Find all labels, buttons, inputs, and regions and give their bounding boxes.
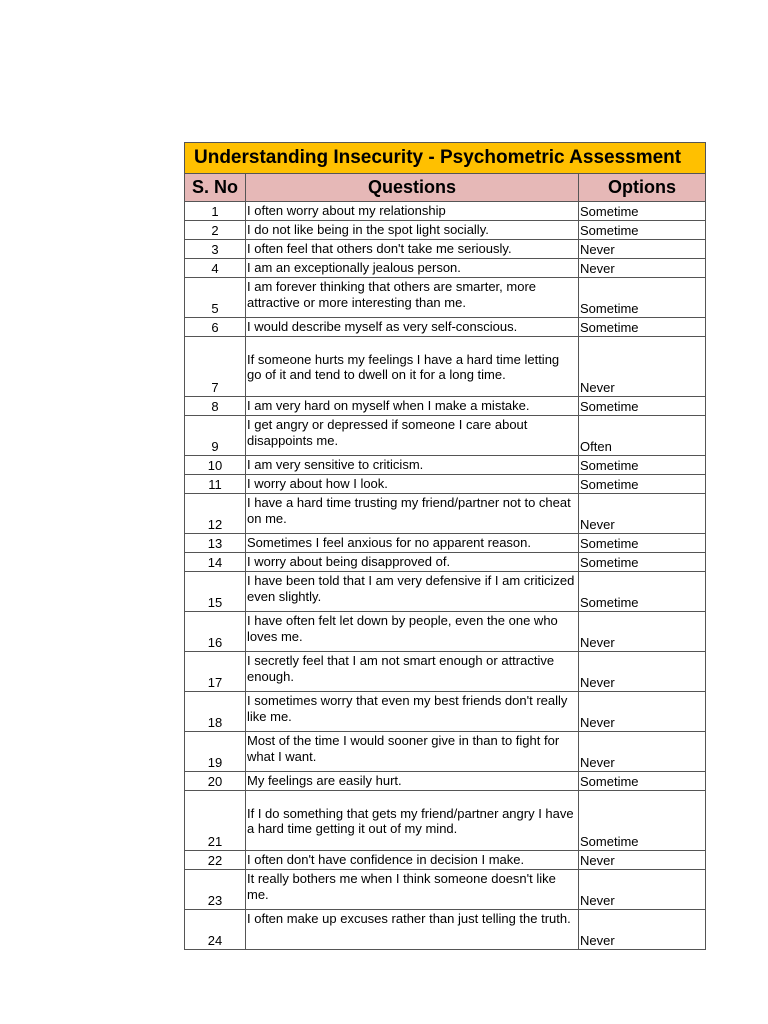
option-cell[interactable]: Sometime [579,534,706,553]
question-cell: I am forever thinking that others are smarter, more attractive or more interesting than me. [246,278,579,318]
serial-number-cell: 17 [185,652,246,692]
question-cell: I do not like being in the spot light socially. [246,221,579,240]
question-cell: It really bothers me when I think someone doesn't like me. [246,870,579,910]
table-row [185,732,706,772]
table-row [185,612,706,652]
sheet-title: Understanding Insecurity - Psychometric Assessment [185,143,706,174]
question-cell: My feelings are easily hurt. [246,772,579,791]
table-row [185,278,706,318]
question-cell: Most of the time I would sooner give in than to fight for what I want. [246,732,579,772]
option-cell[interactable]: Sometime [579,318,706,337]
table-row [185,910,706,950]
question-cell: I often don't have confidence in decision I make. [246,851,579,870]
table-row [185,553,706,572]
serial-number-cell: 11 [185,475,246,494]
serial-number-cell: 16 [185,612,246,652]
table-row [185,534,706,553]
table-row [185,791,706,851]
option-cell[interactable]: Sometime [579,772,706,791]
question-cell: I secretly feel that I am not smart enough or attractive enough. [246,652,579,692]
serial-number-cell: 13 [185,534,246,553]
option-cell[interactable]: Never [579,732,706,772]
table-row [185,572,706,612]
serial-number-cell: 9 [185,416,246,456]
serial-number-cell: 10 [185,456,246,475]
option-cell[interactable]: Never [579,910,706,950]
table-row [185,475,706,494]
title-row [185,143,706,174]
table-row [185,202,706,221]
question-cell: I often make up excuses rather than just telling the truth. [246,910,579,950]
serial-number-cell: 24 [185,910,246,950]
table-row [185,851,706,870]
option-cell[interactable]: Sometime [579,278,706,318]
serial-number-cell: 7 [185,337,246,397]
serial-number-cell: 21 [185,791,246,851]
serial-number-cell: 23 [185,870,246,910]
option-cell[interactable]: Sometime [579,791,706,851]
table-row [185,870,706,910]
question-cell: If I do something that gets my friend/partner angry I have a hard time getting it out of my mind. [246,791,579,851]
question-cell: Sometimes I feel anxious for no apparent reason. [246,534,579,553]
question-cell: If someone hurts my feelings I have a hard time letting go of it and tend to dwell on it for a long time. [246,337,579,397]
option-cell[interactable]: Never [579,870,706,910]
assessment-sheet [184,142,705,950]
column-header-options: Options [579,174,706,202]
option-cell[interactable]: Never [579,337,706,397]
question-cell: I am an exceptionally jealous person. [246,259,579,278]
serial-number-cell: 15 [185,572,246,612]
serial-number-cell: 2 [185,221,246,240]
table-row [185,416,706,456]
option-cell[interactable]: Never [579,692,706,732]
question-cell: I often worry about my relationship [246,202,579,221]
question-rows [185,202,706,950]
question-cell: I would describe myself as very self-conscious. [246,318,579,337]
option-cell[interactable]: Sometime [579,475,706,494]
serial-number-cell: 20 [185,772,246,791]
table-row [185,692,706,732]
option-cell[interactable]: Sometime [579,221,706,240]
serial-number-cell: 6 [185,318,246,337]
option-cell[interactable]: Never [579,612,706,652]
question-cell: I am very sensitive to criticism. [246,456,579,475]
option-cell[interactable]: Never [579,240,706,259]
question-cell: I have been told that I am very defensive if I am criticized even slightly. [246,572,579,612]
serial-number-cell: 1 [185,202,246,221]
assessment-table [184,142,706,950]
option-cell[interactable]: Never [579,652,706,692]
question-cell: I have a hard time trusting my friend/partner not to cheat on me. [246,494,579,534]
header-row [185,174,706,202]
serial-number-cell: 5 [185,278,246,318]
option-cell[interactable]: Sometime [579,553,706,572]
option-cell[interactable]: Sometime [579,572,706,612]
option-cell[interactable]: Never [579,851,706,870]
serial-number-cell: 18 [185,692,246,732]
option-cell[interactable]: Never [579,494,706,534]
question-cell: I often feel that others don't take me seriously. [246,240,579,259]
column-header-sno: S. No [185,174,246,202]
serial-number-cell: 19 [185,732,246,772]
question-cell: I have often felt let down by people, even the one who loves me. [246,612,579,652]
serial-number-cell: 3 [185,240,246,259]
option-cell[interactable]: Sometime [579,202,706,221]
option-cell[interactable]: Often [579,416,706,456]
table-row [185,456,706,475]
table-row [185,652,706,692]
serial-number-cell: 22 [185,851,246,870]
table-row [185,240,706,259]
table-row [185,494,706,534]
table-row [185,397,706,416]
serial-number-cell: 4 [185,259,246,278]
question-cell: I sometimes worry that even my best friends don't really like me. [246,692,579,732]
column-header-questions: Questions [246,174,579,202]
serial-number-cell: 12 [185,494,246,534]
table-row [185,337,706,397]
question-cell: I worry about how I look. [246,475,579,494]
question-cell: I get angry or depressed if someone I care about disappoints me. [246,416,579,456]
serial-number-cell: 8 [185,397,246,416]
table-row [185,221,706,240]
option-cell[interactable]: Sometime [579,456,706,475]
option-cell[interactable]: Never [579,259,706,278]
table-row [185,772,706,791]
question-cell: I worry about being disapproved of. [246,553,579,572]
option-cell[interactable]: Sometime [579,397,706,416]
table-row [185,318,706,337]
question-cell: I am very hard on myself when I make a mistake. [246,397,579,416]
table-row [185,259,706,278]
serial-number-cell: 14 [185,553,246,572]
